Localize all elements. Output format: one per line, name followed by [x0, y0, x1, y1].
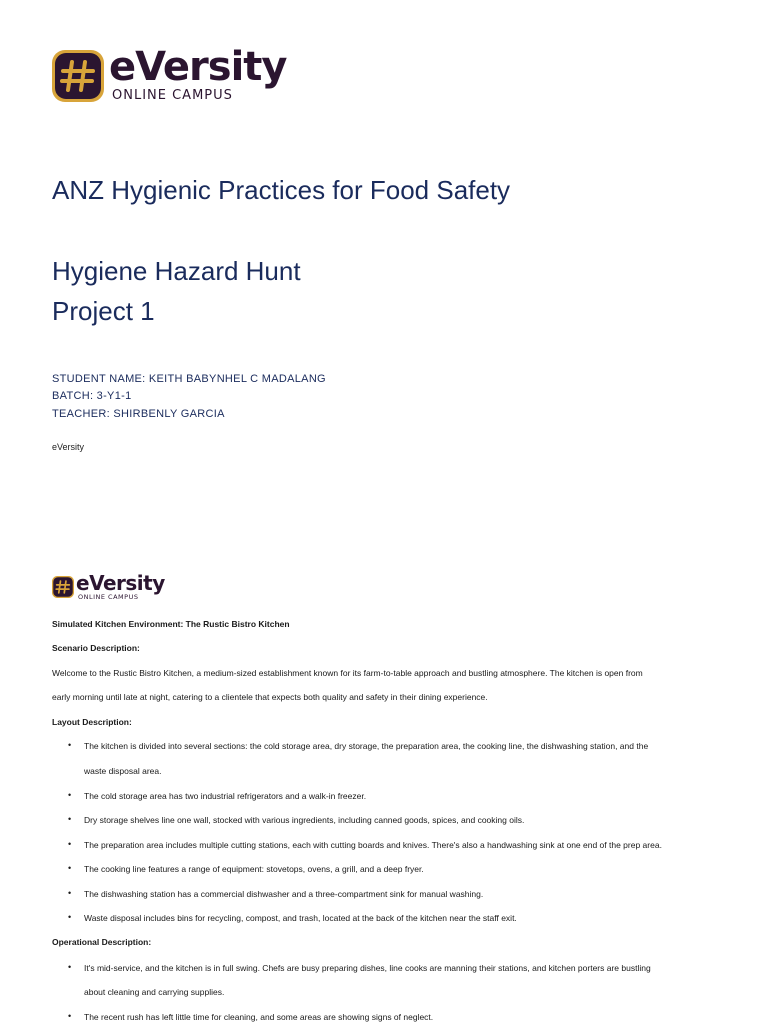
logo-subtitle: ONLINE CAMPUS [112, 88, 233, 103]
organization-name: eVersity [52, 442, 85, 452]
list-item: about cleaning and carrying supplies. [84, 987, 225, 997]
logo-name: eVersity [109, 44, 287, 90]
scenario-line: early morning until late at night, catering to a clientele that expects both quality and safety in their dining experience. [52, 692, 488, 702]
logo-name: eVersity [76, 571, 165, 595]
eversity-badge-icon [52, 50, 104, 102]
scenario-heading: Scenario Description: [52, 643, 140, 653]
project-title: Hygiene Hazard Hunt [52, 256, 301, 286]
list-item: The dishwashing station has a commercial dishwasher and a three-compartment sink for manual washing. [84, 889, 484, 899]
list-item: waste disposal area. [84, 766, 162, 776]
bullet-icon: • [68, 740, 72, 750]
bullet-icon: • [68, 962, 72, 972]
bullet-icon: • [68, 814, 72, 824]
student-name: STUDENT NAME: KEITH BABYNHEL C MADALANG [52, 373, 326, 385]
list-item: It's mid-service, and the kitchen is in full swing. Chefs are busy preparing dishes, line cooks are manning their stations, and kitchen porters are bustling [84, 963, 651, 973]
bullet-icon: • [68, 839, 72, 849]
eversity-logo-small [52, 573, 165, 601]
logo-subtitle: ONLINE CAMPUS [78, 593, 139, 601]
layout-heading: Layout Description: [52, 717, 132, 727]
list-item: The kitchen is divided into several sections: the cold storage area, dry storage, the preparation area, the cooking line, the dishwashing station, and the [84, 741, 649, 751]
eversity-badge-icon [52, 576, 74, 598]
bullet-icon: • [68, 912, 72, 922]
list-item: The recent rush has left little time for cleaning, and some areas are showing signs of neglect. [84, 1012, 434, 1022]
section-heading: Simulated Kitchen Environment: The Rustic Bistro Kitchen [52, 619, 290, 629]
eversity-logo-large [52, 44, 287, 103]
bullet-icon: • [68, 790, 72, 800]
bullet-icon: • [68, 1011, 72, 1021]
course-title: ANZ Hygienic Practices for Food Safety [52, 175, 511, 205]
bullet-icon: • [68, 888, 72, 898]
batch: BATCH: 3-Y1-1 [52, 390, 132, 402]
list-item: The cooking line features a range of equipment: stovetops, ovens, a grill, and a deep fryer. [84, 864, 424, 874]
teacher: TEACHER: SHIRBENLY GARCIA [52, 408, 225, 420]
scenario-line: Welcome to the Rustic Bistro Kitchen, a medium-sized establishment known for its farm-to-table approach and bustling atmosphere. The kitchen is open from [52, 668, 643, 678]
list-item: Waste disposal includes bins for recycling, compost, and trash, located at the back of the kitchen near the staff exit. [84, 913, 517, 923]
bullet-icon: • [68, 863, 72, 873]
operational-heading: Operational Description: [52, 937, 152, 947]
list-item: Dry storage shelves line one wall, stocked with various ingredients, including canned goods, spices, and cooking oils. [84, 815, 525, 825]
project-number: Project 1 [52, 296, 155, 326]
list-item: The preparation area includes multiple cutting stations, each with cutting boards and knives. There's also a handwashing sink at one end of the prep area. [84, 840, 662, 850]
list-item: The cold storage area has two industrial refrigerators and a walk-in freezer. [84, 791, 367, 801]
